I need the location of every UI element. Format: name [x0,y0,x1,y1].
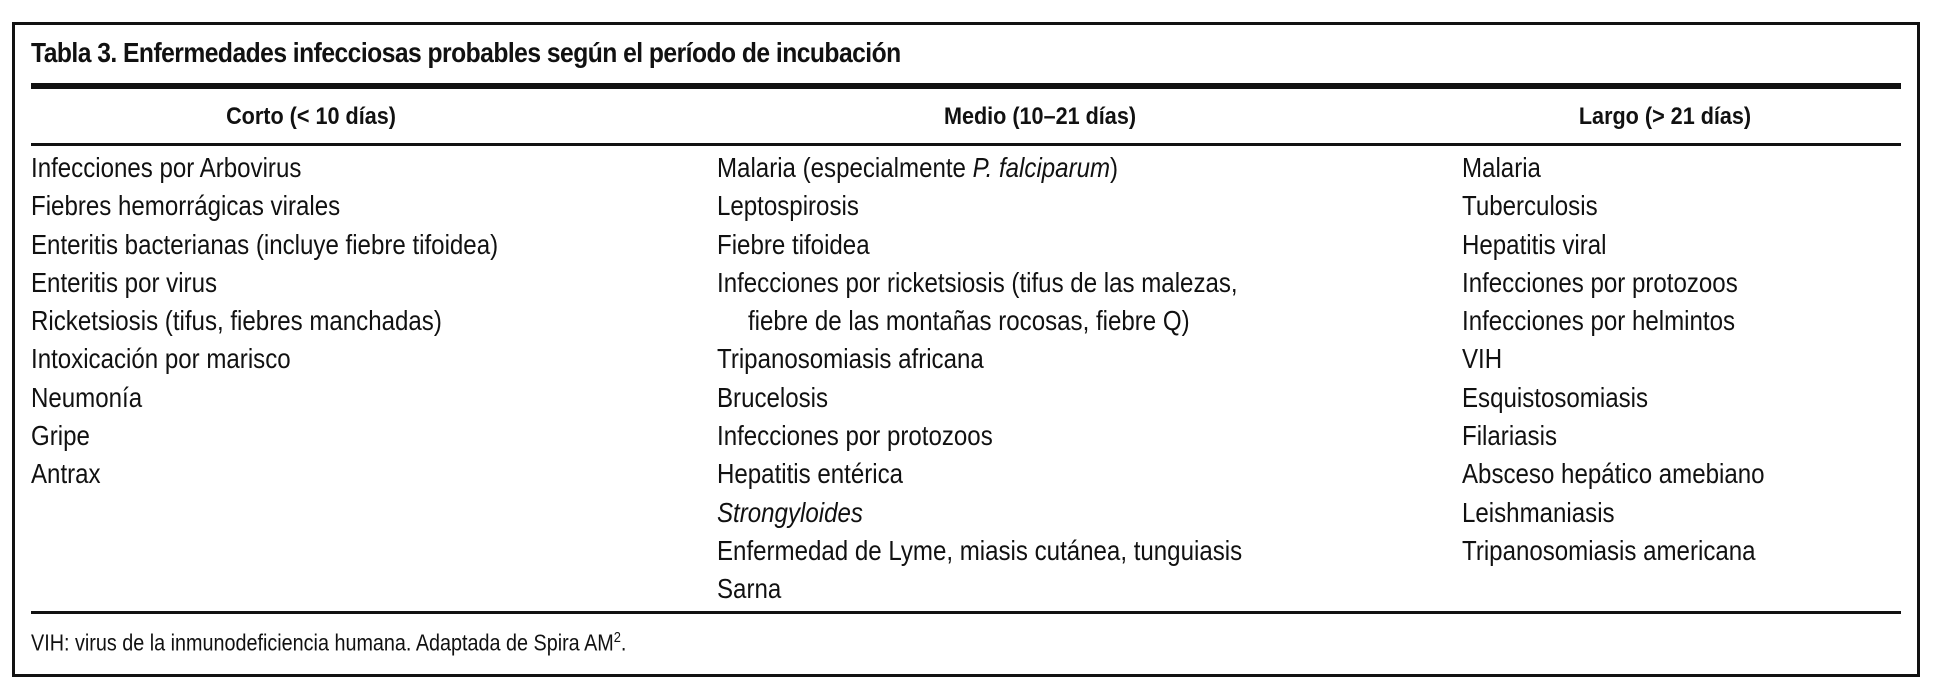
footnote-text: VIH: virus de la inmunodeficiencia humana. Adaptada de Spira AM [31,629,614,656]
list-item-continuation: fiebre de las montañas rocosas, fiebre Q) [747,305,1190,337]
list-item: Enteritis bacterianas (incluye fiebre tifoidea) [31,228,499,260]
list-item: Infecciones por Arbovirus [31,152,302,183]
list-item: Hepatitis entérica [717,458,904,490]
list-item: Leptospirosis [717,190,859,222]
footer-rule [31,611,1901,614]
table-title: Tabla 3. Enfermedades infecciosas probables según el período de incubación [31,37,901,68]
list-item: Enfermedad de Lyme, miasis cutánea, tunguiasis [717,534,1243,566]
table-footnote [31,629,626,657]
list-item: Infecciones por protozoos [717,420,993,452]
header-rule [31,143,1901,146]
table-frame [12,22,1920,677]
list-item: Sarna [717,573,782,605]
list-item: Neumonía [31,381,143,413]
list-item: Strongyloides [717,496,863,528]
list-item: Tripanosomiasis americana [1462,534,1756,566]
list-item: Esquistosomiasis [1462,381,1649,413]
list-item: Antrax [31,458,101,490]
list-item: Infecciones por ricketsiosis (tifus de las malezas, [717,266,1238,298]
title-rule [31,83,1901,89]
list-item: Tuberculosis [1462,190,1598,222]
list-item: Hepatitis viral [1462,228,1607,260]
list-item: Enteritis por virus [31,266,218,298]
list-item: Fiebres hemorrágicas virales [31,190,341,222]
list-item [717,149,1242,187]
malaria-species: P. falciparum [972,152,1111,183]
list-item: Filariasis [1462,420,1558,452]
malaria-suffix: ) [1110,152,1119,183]
list-item: Tripanosomiasis africana [717,343,984,375]
column-header-medio: Medio (10–21 días) [943,103,1137,130]
column-corto [31,149,498,494]
list-item: Ricketsiosis (tifus, fiebres manchadas) [31,305,442,337]
list-item: Absceso hepático amebiano [1462,458,1765,490]
list-item: Brucelosis [717,381,829,413]
list-item: Intoxicación por marisco [31,343,291,375]
column-header-corto: Corto (< 10 días) [226,103,396,130]
list-item: Infecciones por protozoos [1462,266,1738,298]
footnote-end: . [620,629,627,656]
list-item: Infecciones por helmintos [1462,305,1736,337]
footnote-reference: 2 [613,629,621,646]
list-item: VIH [1462,343,1503,375]
column-medio [717,149,1242,609]
malaria-prefix: Malaria (especialmente [717,152,973,183]
column-largo [1462,149,1765,570]
list-item: Leishmaniasis [1462,496,1615,528]
list-item: Malaria [1462,152,1541,183]
list-item: Gripe [31,420,90,452]
column-header-largo: Largo (> 21 días) [1578,103,1752,130]
list-item: Fiebre tifoidea [717,228,870,260]
